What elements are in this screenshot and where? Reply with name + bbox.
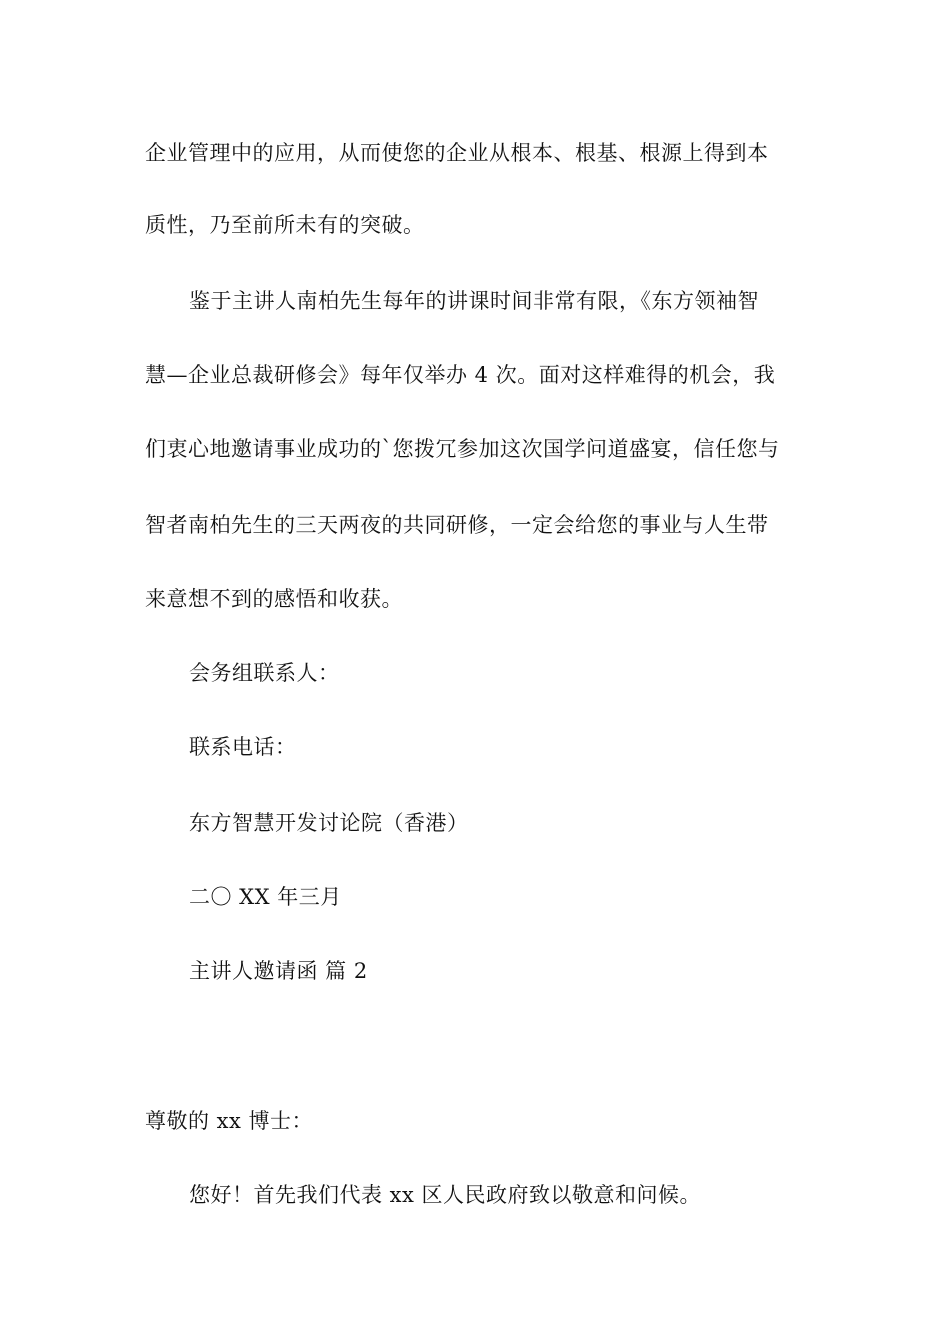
paragraph-line: 企业管理中的应用，从而使您的企业从根本、根基、根源上得到本 — [145, 141, 769, 165]
contact-person-label: 会务组联系人： — [189, 661, 340, 685]
salutation: 尊敬的 xx 博士： — [145, 1109, 314, 1133]
organization-name: 东方智慧开发讨论院（香港） — [189, 811, 469, 835]
contact-phone-label: 联系电话： — [189, 735, 297, 759]
paragraph-line: 智者南柏先生的三天两夜的共同研修，一定会给您的事业与人生带 — [145, 513, 769, 537]
document-date: 二〇 XX 年三月 — [189, 885, 342, 909]
section-heading: 主讲人邀请函 篇 2 — [189, 959, 368, 983]
paragraph-line: 鉴于主讲人南柏先生每年的讲课时间非常有限，《东方领袖智 — [189, 289, 759, 313]
paragraph-line: 质性，乃至前所未有的突破。 — [145, 213, 425, 237]
paragraph-line: 来意想不到的感悟和收获。 — [145, 587, 403, 611]
greeting-line: 您好！首先我们代表 xx 区人民政府致以敬意和问候。 — [189, 1183, 702, 1207]
paragraph-line: 们衷心地邀请事业成功的`您拨冗参加这次国学问道盛宴，信任您与 — [145, 437, 780, 461]
paragraph-line: 慧—企业总裁研修会》每年仅举办 4 次。面对这样难得的机会，我 — [145, 363, 776, 387]
